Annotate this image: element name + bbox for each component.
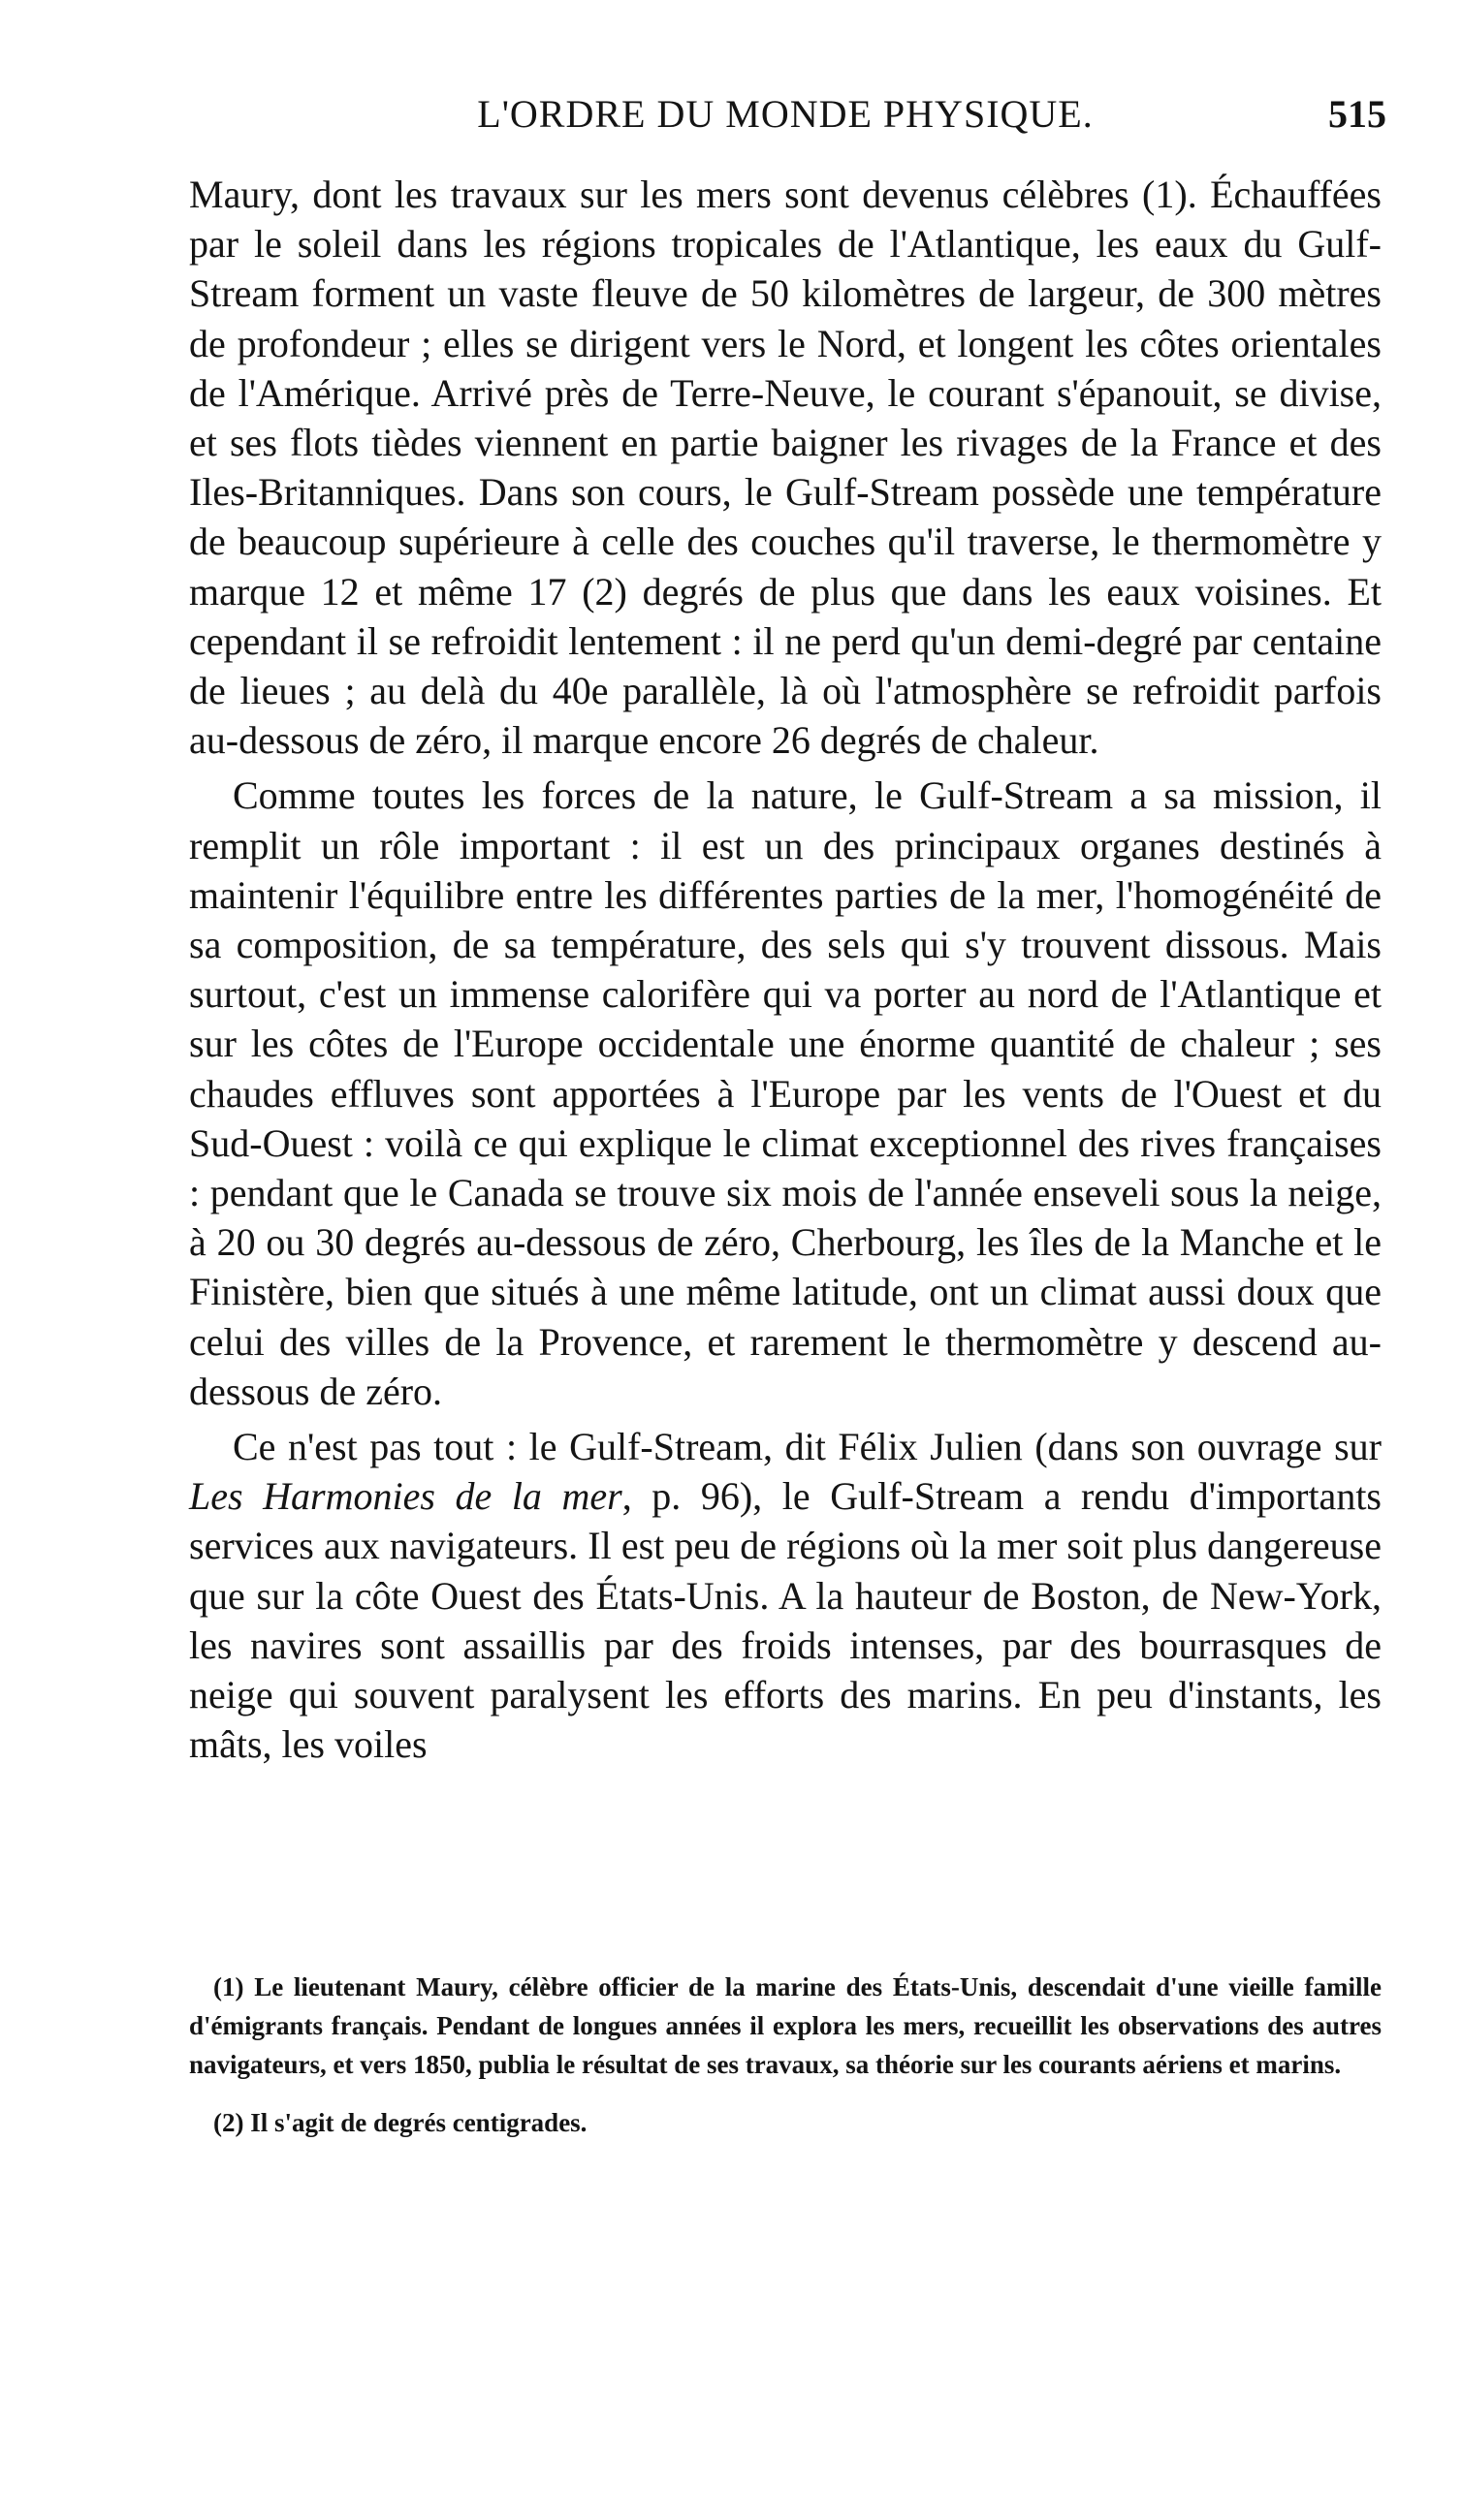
paragraph-3-before: Ce n'est pas tout : le Gulf-Stream, dit Félix Julien (dans son ouvrage sur	[233, 1425, 1382, 1469]
paragraph-2: Comme toutes les forces de la nature, le Gulf-Stream a sa mission, il remplit un rôle important : il est un des principaux organes destinés à maintenir l'équilibre entre les différentes parties de la mer, l'homogénéité de sa composition, de sa température, des sels qui s'y trouvent dissous. Mais surtout, c'est un immense calorifère qui va porter au nord de l'Atlantique et sur les côtes de l'Europe occidentale une énorme quantité de chaleur ; ses chaudes effluves sont apportées à l'Europe par les vents de l'Ouest et du Sud-Ouest : voilà ce qui explique le climat exceptionnel des rives françaises : pendant que le Canada se trouve six mois de l'année enseveli sous la neige, à 20 ou 30 degrés au-dessous de zéro, Cherbourg, les îles de la Manche et le Finistère, bien que situés à une même latitude, ont un climat aussi doux que celui des villes de la Provence, et rarement le thermomètre y descend au-dessous de zéro.	[189, 773, 1382, 1413]
main-text	[189, 170, 1382, 1776]
paragraph-3	[189, 1422, 1382, 1769]
page-number: 515	[1328, 92, 1386, 136]
footnote-2: (2) Il s'agit de degrés centigrades.	[213, 2108, 588, 2137]
paragraph-3-after: , p. 96), le Gulf-Stream a rendu d'importants services aux navigateurs. Il est peu de régions où la mer soit plus dangereuse que sur la côte Ouest des États-Unis. A la hauteur de Boston, de New-York, les navires sont assaillis par des froids intenses, par des bourrasques de neige qui souvent paralysent les efforts des marins. En peu d'instants, les mâts, les voiles	[189, 1474, 1382, 1767]
paragraph-1: Maury, dont les travaux sur les mers sont devenus célèbres (1). Échauffées par le soleil dans les régions tropicales de l'Atlantique, les eaux du Gulf-Stream forment un vaste fleuve de 50 kilomètres de largeur, de 300 mètres de profondeur ; elles se dirigent vers le Nord, et longent les côtes orientales de l'Amérique. Arrivé près de Terre-Neuve, le courant s'épanouit, se divise, et ses flots tièdes viennent en partie baigner les rivages de la France et des Iles-Britanniques. Dans son cours, le Gulf-Stream possède une température de beaucoup supérieure à celle des couches qu'il traverse, le thermomètre y marque 12 et même 17 (2) degrés de plus que dans les eaux voisines. Et cependant il se refroidit lentement : il ne perd qu'un demi-degré par centaine de lieues ; au delà du 40e parallèle, là où l'atmosphère se refroidit parfois au-dessous de zéro, il marque encore 26 degrés de chaleur.	[189, 173, 1382, 763]
running-title: L'ORDRE DU MONDE PHYSIQUE.	[477, 92, 1094, 136]
book-title-italic: Les Harmonies de la mer	[189, 1474, 622, 1519]
running-header	[184, 85, 1386, 143]
footnotes	[189, 1968, 1382, 2161]
footnote-1: (1) Le lieutenant Maury, célèbre officier de la marine des États-Unis, descendait d'une vieille famille d'émigrants français. Pendant de longues années il explora les mers, recueillit les observations des autres navigateurs, et vers 1850, publia le résultat de ses travaux, sa théorie sur les courants aériens et marins.	[189, 1972, 1382, 2079]
